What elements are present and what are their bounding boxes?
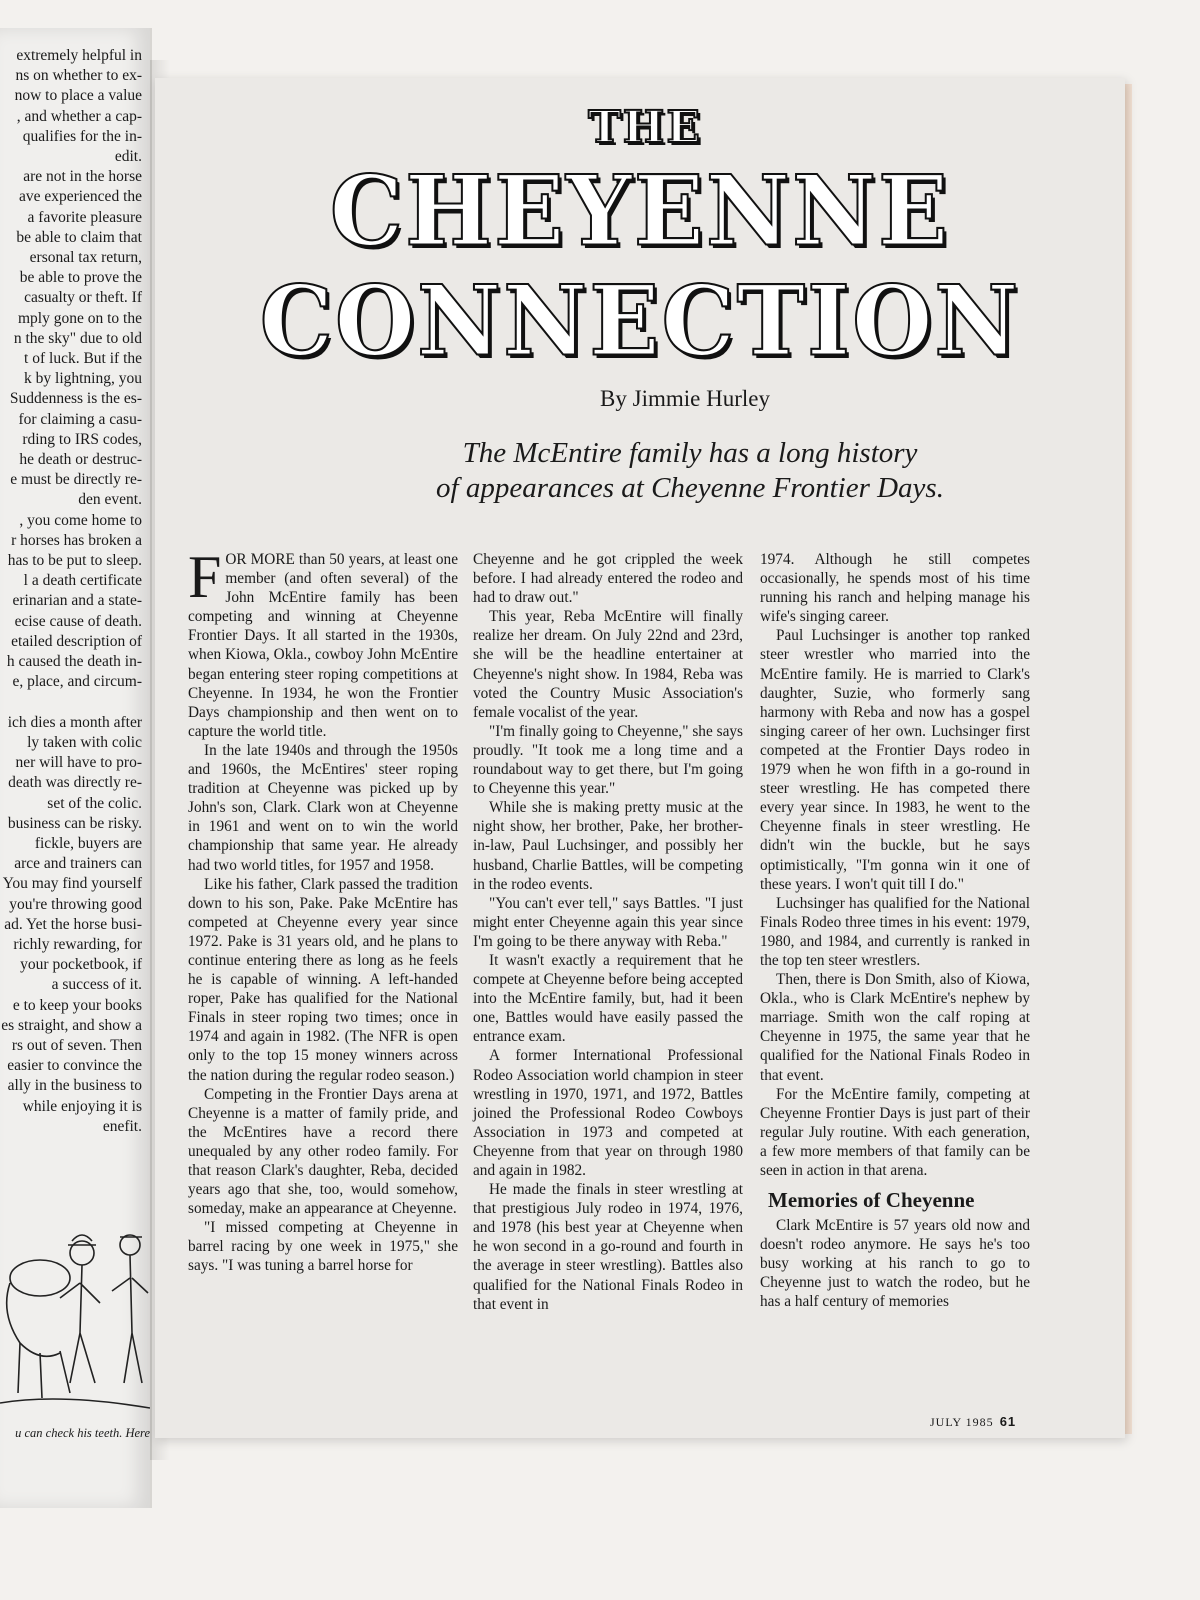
paragraph: A former International Professional Rodeo Association world champion in steer wrestling in 1970, 1971, and 1972, Battles joined the Professional Rodeo Cowboys Association in 1973 and competed at Cheyenne from that year on through 1980 and again in 1982. bbox=[473, 1047, 743, 1179]
previous-page-line: your pocketbook, if bbox=[20, 956, 142, 974]
drop-cap: F bbox=[188, 544, 222, 610]
paragraph: While she is making pretty music at the night show, her brother, Pake, her brother-in-law, Paul Luchsinger, and possibly her husband, Charlie Battles, will be competing in the rodeo events. bbox=[473, 799, 743, 893]
previous-page-line: You may find yourself bbox=[2, 875, 142, 893]
previous-page-line: arce and trainers can bbox=[14, 855, 142, 873]
column-3 bbox=[760, 550, 1030, 1312]
cartoon-illustration bbox=[0, 1223, 150, 1433]
previous-page-line: e to keep your books bbox=[12, 996, 142, 1014]
previous-page-line: are not in the horse bbox=[23, 168, 142, 186]
paragraph: 1974. Although he still competes occasionally, he spends most of his time running his ranch and helping manage his wife's singing career. bbox=[760, 551, 1030, 626]
paragraph: He made the finals in steer wrestling at that prestigious July rodeo in 1974, 1976, and 1978 (his best year at Cheyenne when he won second in a go-round and fourth in the average in steer wrestling). Battles also qualified for the National Finals Rodeo in that event in bbox=[473, 1181, 743, 1313]
paragraph: This year, Reba McEntire will finally realize her dream. On July 22nd and 23rd, she will be the headline entertainer at Cheyenne's night show. In 1984, Reba was voted the Country Music Association's female vocalist of the year. bbox=[473, 608, 743, 721]
previous-page-line: has to be put to sleep. bbox=[7, 552, 142, 570]
previous-page-line: he death or destruc- bbox=[19, 451, 142, 469]
paragraph: FOR MORE than 50 years, at least one member (and often several) of the John McEntire family has been competing and winning at Cheyenne Frontier Days. It all started in the 1930s, when Kiowa, Okla., cowboy John McEntire began entering steer roping competitions at Cheyenne. In 1934, he won the Frontier Days championship and then went on to capture the world title. bbox=[188, 544, 458, 740]
previous-page-text bbox=[0, 46, 142, 1137]
issue-date: JULY 1985 bbox=[930, 1415, 994, 1429]
paragraph: "I'm finally going to Cheyenne," she says proudly. "It took me a long time and a roundabout way to get there, but I'm going to Cheyenne this year." bbox=[473, 722, 743, 798]
title-connection: CONNECTION bbox=[259, 264, 1021, 378]
byline: By Jimmie Hurley bbox=[600, 386, 770, 411]
previous-page-line: be able to claim that bbox=[16, 228, 142, 246]
previous-page-line: extremely helpful in bbox=[16, 47, 142, 64]
previous-page-line: rs out of seven. Then bbox=[11, 1036, 142, 1054]
previous-page-line: l a death certificate bbox=[23, 572, 142, 590]
paragraph: It wasn't exactly a requirement that he compete at Cheyenne before being accepted into the McEntire family, but, had it been one, Battles would have easily passed the entrance exam. bbox=[473, 951, 743, 1046]
previous-page-line: k by lightning, you bbox=[24, 370, 142, 388]
page-number: 61 bbox=[999, 1414, 1017, 1429]
previous-page-line: casualty or theft. If bbox=[24, 289, 142, 307]
previous-page-line: etailed description of bbox=[11, 632, 142, 650]
paragraph: Then, there is Don Smith, also of Kiowa, Okla., who is Clark McEntire's nephew by marriage. Smith won the calf roping at Cheyenne in 1975, the same year that he qualified for the National Finals Rodeo in that event. bbox=[760, 971, 1030, 1084]
column-1 bbox=[188, 544, 458, 1276]
paragraph: Competing in the Frontier Days arena at Cheyenne is a matter of family pride, and the McEntires have a record there unequaled by any other rodeo family. For that reason Clark's daughter, Reba, decided years ago that she, too, would somehow, someday, make an appearance at Cheyenne. bbox=[188, 1085, 458, 1218]
deck-line-2: of appearances at Cheyenne Frontier Days. bbox=[436, 472, 944, 504]
previous-page-line: ad. Yet the horse busi- bbox=[4, 915, 142, 933]
previous-page-line: ly taken with colic bbox=[27, 733, 142, 751]
previous-page-line: richly rewarding, for bbox=[13, 935, 142, 953]
previous-page-line: es straight, and show a bbox=[1, 1016, 142, 1034]
subheading: Memories of Cheyenne bbox=[768, 1188, 975, 1213]
paragraph: For the McEntire family, competing at Cheyenne Frontier Days is just part of their regular July routine. With each generation, a few more members of that family can be seen in action in that arena. bbox=[760, 1085, 1030, 1179]
previous-page-line: den event. bbox=[78, 491, 142, 509]
previous-page-line: ave experienced the bbox=[18, 188, 142, 206]
previous-page-line: ally in the business to bbox=[7, 1077, 142, 1095]
page-footer bbox=[930, 1414, 1016, 1430]
previous-page-line: now to place a value bbox=[14, 87, 142, 105]
previous-page-line: erinarian and a state- bbox=[12, 592, 142, 610]
cartoon-caption: u can check his teeth. Here bbox=[15, 1426, 150, 1440]
previous-page-line: easier to convince the bbox=[7, 1057, 142, 1075]
previous-page bbox=[0, 28, 152, 1508]
title-the: THE bbox=[588, 102, 702, 153]
previous-page-line: business can be risky. bbox=[7, 814, 142, 832]
previous-page-line: ersonal tax return, bbox=[29, 249, 142, 267]
column-2 bbox=[473, 550, 743, 1314]
deck-line-1: The McEntire family has a long history bbox=[462, 437, 918, 469]
paragraph: In the late 1940s and through the 1950s and 1960s, the McEntires' steer roping tradition at Cheyenne was picked up by John's son, Clark. Clark won at Cheyenne in 1961 and went on to win the world championship that same year. He already had two world titles, for 1957 and 1958. bbox=[188, 741, 458, 874]
previous-page-line: ner will have to pro- bbox=[15, 754, 142, 772]
previous-page-line: rding to IRS codes, bbox=[22, 430, 142, 448]
magazine-page bbox=[155, 78, 1125, 1438]
previous-page-line: e, place, and circum- bbox=[12, 673, 142, 691]
previous-page-line: qualifies for the in- bbox=[22, 127, 142, 145]
paragraph: "You can't ever tell," says Battles. "I just might enter Cheyenne again this year since I'm going to be there anyway with Reba." bbox=[473, 894, 743, 950]
previous-page-line: h caused the death in- bbox=[6, 653, 142, 671]
previous-page-line: r horses has broken a bbox=[11, 531, 142, 549]
previous-page-line: while enjoying it is bbox=[22, 1097, 142, 1115]
previous-page-line: , and whether a cap- bbox=[16, 107, 142, 125]
previous-page-line: a success of it. bbox=[51, 976, 142, 994]
previous-page-line: death was directly re- bbox=[8, 774, 142, 792]
paragraph: Paul Luchsinger is another top ranked steer wrestler who married into the McEntire family. He is married to Clark's daughter, Suzie, who formerly sang harmony with Reba and now has a gospel singing career of her own. Luchsinger first competed at the Frontier Days rodeo in 1979 when he won fifth in a go-round in steer wrestling. He has competed there every year since. In 1983, he went to the Cheyenne finals in steer wrestling. He didn't win the buckle, but he says optimistically, "I'm gonna win it one of these years. I won't quit till I do." bbox=[760, 627, 1030, 893]
previous-page-line: ecise cause of death. bbox=[14, 612, 142, 630]
previous-page-line: mply gone on to the bbox=[18, 309, 142, 327]
paragraph: Cheyenne and he got crippled the week before. I had already entered the rodeo and had to draw out." bbox=[473, 551, 743, 607]
previous-page-line: n the sky" due to old bbox=[13, 329, 142, 347]
paragraph: Clark McEntire is 57 years old now and doesn't rodeo anymore. He says he's too busy working at his ranch to go to Cheyenne just to watch the rodeo, but he has a half century of memories bbox=[760, 1217, 1030, 1311]
previous-page-line: a favorite pleasure bbox=[27, 208, 142, 226]
previous-page-line: edit. bbox=[114, 148, 142, 166]
previous-page-line: Suddenness is the es- bbox=[9, 390, 142, 408]
paragraph: Like his father, Clark passed the tradition down to his son, Pake. Pake McEntire has competed at Cheyenne every year since 1972. Pake is 31 years old, and he plans to continue entering there as long as he feels he is capable of winning. A left-handed roper, Pake has qualified for the National Finals in steer roping two times; once in 1974 and again in 1982. (The NFR is open only to the top 15 money winners across the nation during the regular rodeo season.) bbox=[188, 875, 458, 1084]
title-cheyenne: CHEYENNE bbox=[329, 154, 951, 268]
previous-page-line: be able to prove the bbox=[19, 269, 142, 287]
previous-page-line: you're throwing good bbox=[9, 895, 142, 913]
previous-page-line: ich dies a month after bbox=[7, 713, 142, 731]
previous-page-line: t of luck. But if the bbox=[24, 350, 142, 368]
article-deck bbox=[155, 436, 1200, 506]
paragraph: Luchsinger has qualified for the National Finals Rodeo three times in his event: 1979, 1980, and 1984, and currently is ranked in the top ten steer wrestlers. bbox=[760, 894, 1030, 969]
previous-page-line: fickle, buyers are bbox=[34, 834, 142, 852]
previous-page-line: enefit. bbox=[102, 1117, 142, 1135]
previous-page-line: , you come home to bbox=[19, 511, 142, 529]
previous-page-line: ns on whether to ex- bbox=[15, 67, 142, 85]
article-title bbox=[155, 100, 1125, 376]
previous-page-line: e must be directly re- bbox=[10, 471, 142, 489]
previous-page-line bbox=[0, 693, 142, 713]
paragraph: "I missed competing at Cheyenne in barrel racing by one week in 1975," she says. "I was tuning a barrel horse for bbox=[188, 1219, 458, 1275]
previous-page-line: set of the colic. bbox=[47, 794, 142, 812]
previous-page-line: for claiming a casu- bbox=[18, 410, 142, 428]
